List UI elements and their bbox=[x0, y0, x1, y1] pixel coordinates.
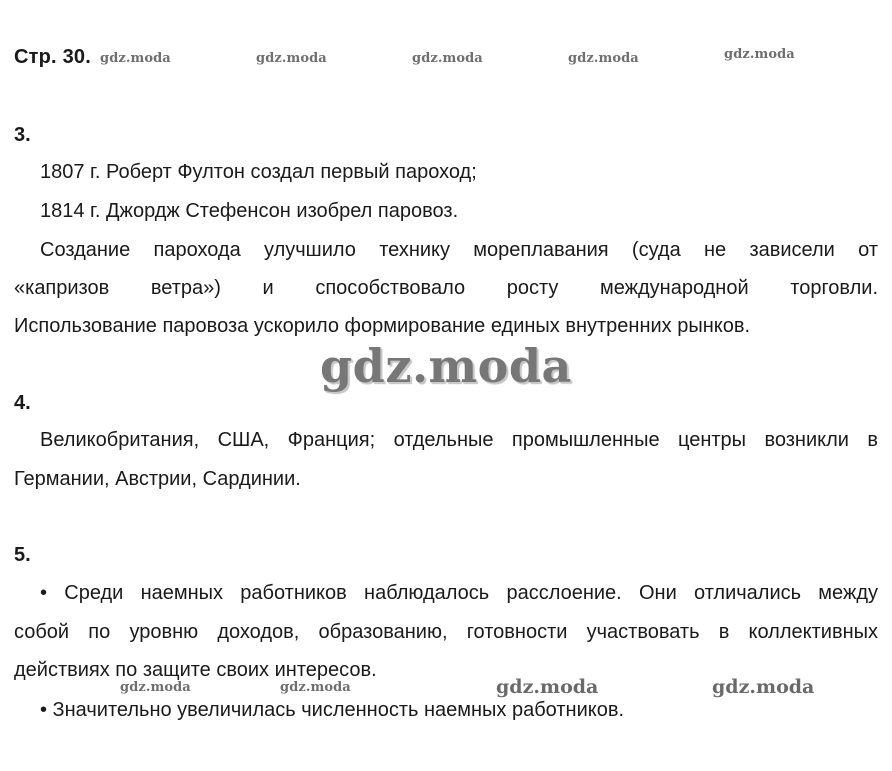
watermark: gdz.moda bbox=[568, 51, 639, 66]
watermark: gdz.moda bbox=[280, 680, 351, 695]
paragraph-line: Германии, Австрии, Сардинии. bbox=[14, 468, 301, 490]
paragraph-line: Создание парохода улучшило технику мореплавания (суда не зависели от bbox=[40, 239, 878, 261]
watermark: gdz.moda bbox=[712, 676, 815, 698]
paragraph-line: «капризов ветра») и способствовало росту международной торговли. bbox=[14, 277, 878, 299]
bullet-line: • Значительно увеличилась численность наемных работников. bbox=[40, 699, 625, 721]
bullet-line: действиях по защите своих интересов. bbox=[14, 659, 377, 681]
bullet-line: собой по уровню доходов, образованию, готовности участвовать в коллективных bbox=[14, 621, 878, 643]
text-line: 1814 г. Джордж Стефенсон изобрел паровоз. bbox=[40, 200, 459, 222]
bullet-line: • Среди наемных работников наблюдалось расслоение. Они отличались между bbox=[40, 582, 878, 604]
watermark: gdz.moda bbox=[724, 47, 795, 62]
watermark: gdz.moda bbox=[100, 51, 171, 66]
watermark-large: gdz.moda bbox=[320, 339, 572, 393]
watermark: gdz.moda bbox=[496, 676, 599, 698]
watermark: gdz.moda bbox=[412, 51, 483, 66]
page-title: Стр. 30. bbox=[14, 46, 91, 68]
watermark: gdz.moda bbox=[256, 51, 327, 66]
text-line: 1807 г. Роберт Фултон создал первый пароход; bbox=[40, 161, 477, 183]
task-number: 4. bbox=[14, 392, 31, 414]
task-number: 3. bbox=[14, 124, 31, 146]
paragraph-line: Великобритания, США, Франция; отдельные промышленные центры возникли в bbox=[40, 429, 878, 451]
paragraph-line: Использование паровоза ускорило формирование единых внутренних рынков. bbox=[14, 315, 751, 337]
watermark: gdz.moda bbox=[120, 680, 191, 695]
task-number: 5. bbox=[14, 544, 31, 566]
